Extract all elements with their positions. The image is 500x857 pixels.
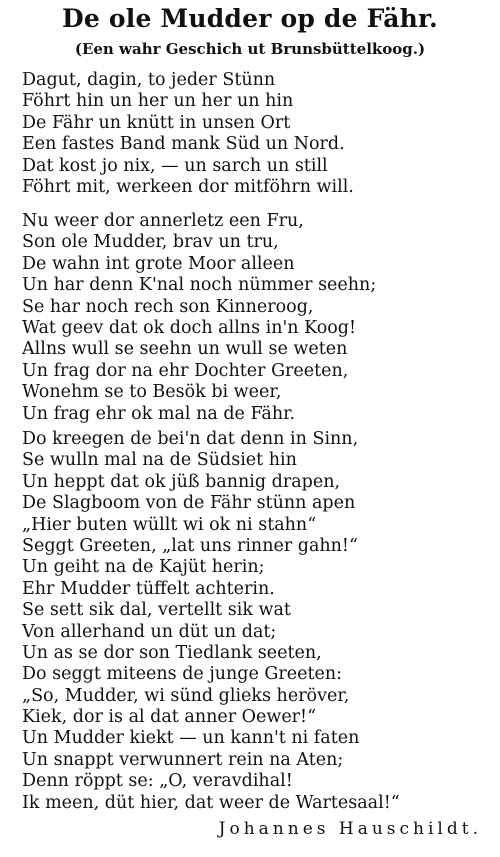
poem-line: Dagut, dagin, to jeder Stünn: [22, 70, 276, 90]
poem-line: Een fastes Band mank Süd un Nord.: [22, 134, 345, 155]
poem-line: Se wulln mal na de Südsiet hin: [22, 450, 297, 471]
poem-line: Föhrt hin un her un her un hin: [22, 91, 294, 112]
poem-line: Allns wull se seehn un wull se weten: [22, 339, 348, 360]
poem-subtitle: (Een wahr Geschich ut Brunsbüttelkoog.): [74, 40, 426, 58]
stanza-3: [22, 429, 492, 814]
poem-line: „So, Mudder, wi sünd glieks heröver,: [22, 685, 350, 706]
poem-line: Un frag ehr ok mal na de Fähr.: [22, 403, 296, 424]
poem-line: De wahn int grote Moor alleen: [22, 253, 295, 274]
poem-line: Denn röppt se: „O, veravdihal!: [22, 771, 293, 792]
poem-line: Un snappt verwunnert rein na Aten;: [22, 749, 344, 770]
poem-line: Un geiht na de Kajüt herin;: [22, 557, 265, 578]
poem-line: Se har noch rech son Kinneroog,: [22, 296, 314, 317]
poem-line: „Hier buten wüllt wi ok ni stahn“: [22, 514, 317, 535]
poem-line: Wat geev dat ok doch allns in'n Koog!: [22, 317, 357, 338]
poem-line: Kiek, dor is al dat anner Oewer!“: [22, 707, 317, 728]
poem-line: Ehr Mudder tüffelt achterin.: [22, 578, 275, 599]
poem-line: Un har denn K'nal noch nümmer seehn;: [22, 275, 377, 296]
poem-line: Un as se dor son Tiedlank seeten,: [22, 642, 322, 663]
poem-line: Seggt Greeten, „lat uns rinner gahn!“: [22, 535, 358, 556]
poem-line: Un frag dor na ehr Dochter Greeten,: [22, 360, 349, 381]
poem-line: Do seggt miteens de junge Greeten:: [22, 664, 343, 685]
poem-line: Wonehm se to Besök bi weer,: [22, 382, 282, 403]
stanza-1: [22, 70, 492, 198]
author-signature: Johannes Hauschildt.: [218, 819, 482, 839]
poem-title: De ole Mudder op de Fähr.: [62, 4, 438, 33]
poem-line: Ik meen, düt hier, dat weer de Wartesaal!“: [22, 792, 400, 813]
poem-line: Un Mudder kiekt — un kann't ni faten: [22, 728, 360, 749]
stanza-2: [22, 211, 492, 425]
poem-line: Un heppt dat ok jüß bannig drapen,: [22, 471, 341, 492]
poem-line: De Slagboom von de Fähr stünn apen: [22, 493, 356, 514]
poem-line: Son ole Mudder, brav un tru,: [22, 232, 279, 253]
poem-line: De Fähr un knütt in unsen Ort: [22, 112, 291, 133]
poem-line: Se sett sik dal, vertellt sik wat: [22, 600, 291, 621]
poem-line: Nu weer dor annerletz een Fru,: [22, 211, 304, 231]
poem-line: Do kreegen de bei'n dat denn in Sinn,: [22, 429, 359, 449]
poem-line: Von allerhand un düt un dat;: [22, 621, 277, 642]
poem-line: Föhrt mit, werkeen dor mitföhrn will.: [22, 176, 354, 197]
poem-line: Dat kost jo nix, — un sarch un still: [22, 155, 328, 176]
